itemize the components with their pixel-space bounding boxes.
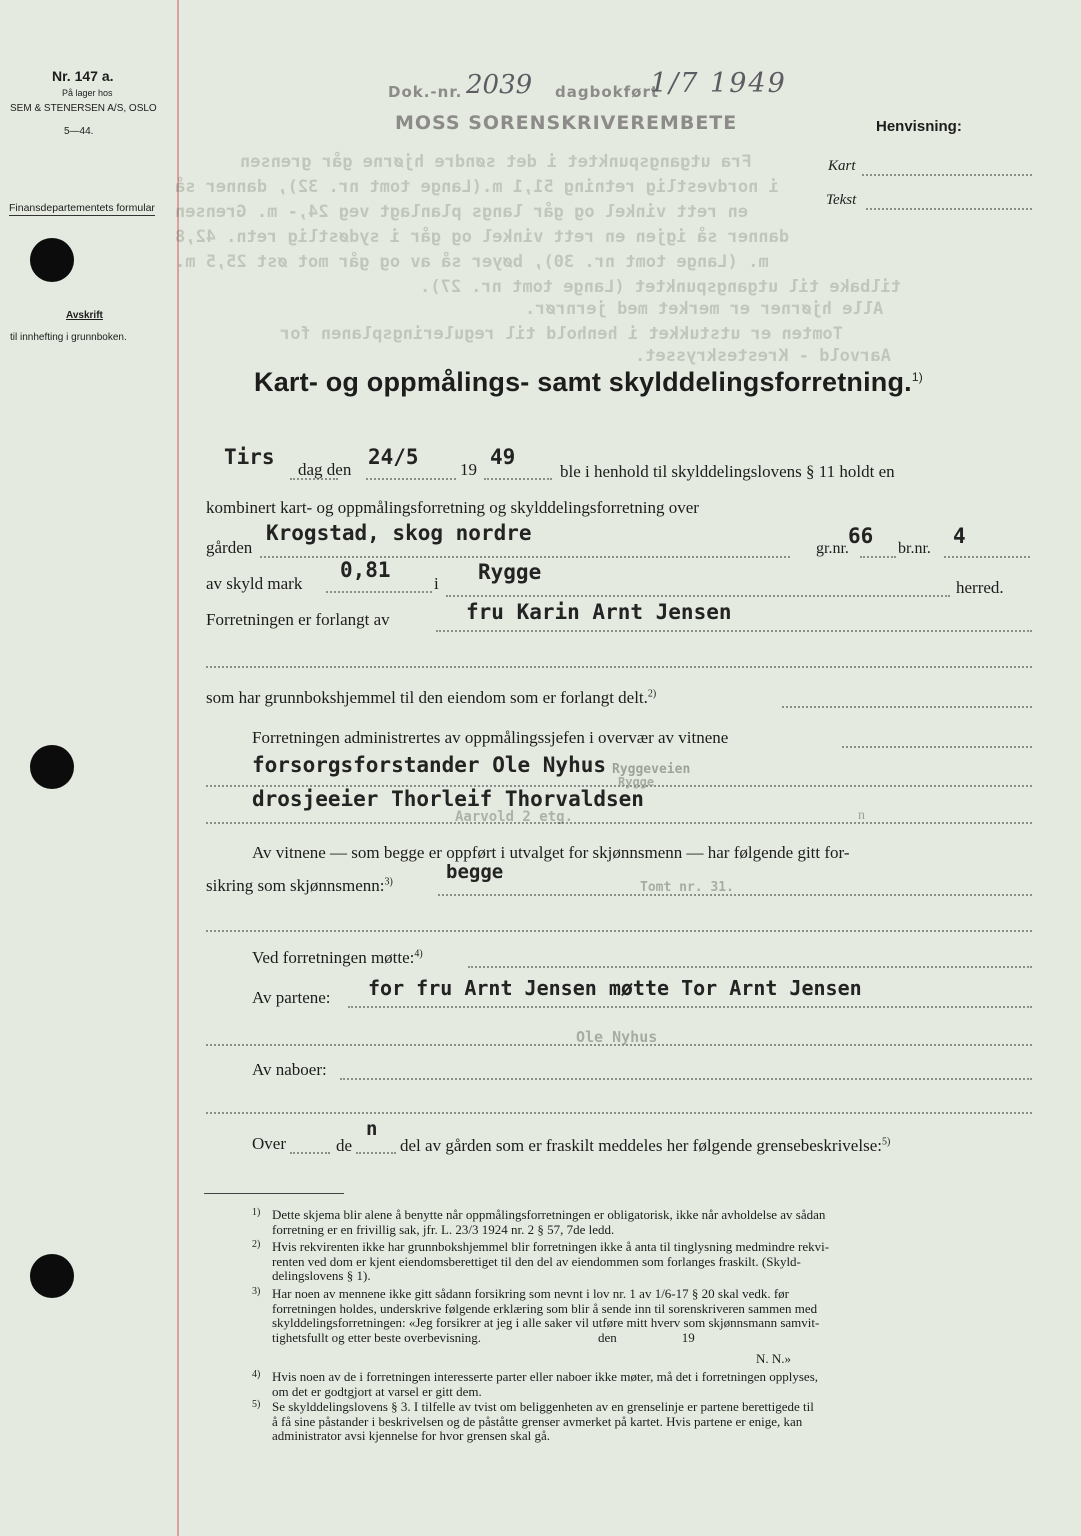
- fill-line: [468, 966, 1032, 968]
- bleed-through-line: m. (Lange tomt nr. 30), bøyer så av og går mot øst 25,5 m.: [175, 252, 769, 272]
- date-value: 24/5: [368, 445, 419, 469]
- reference-map-label: Kart: [828, 158, 856, 174]
- footnote-line: Dette skjema blir alene å benytte når oppmålingsforretningen er obligatorisk, ikke når avholdelse av sådan: [272, 1207, 826, 1222]
- reference-heading: Henvisning:: [876, 118, 962, 135]
- fill-line: [206, 1112, 1032, 1114]
- faint-mark: n: [858, 808, 865, 823]
- reference-text-label: Tekst: [826, 192, 857, 208]
- ministry-form: Finansdepartementets formular: [9, 202, 155, 214]
- brnr-label: br.nr.: [898, 540, 931, 557]
- requested-by-value: fru Karin Arnt Jensen: [466, 600, 732, 624]
- punch-hole: [30, 238, 74, 282]
- footnote-line: forretning er en frivillig sak, jfr. L. 23/3 1924 nr. 2 § 57, 7de ledd.: [272, 1221, 615, 1237]
- publisher-line2: SEM & STENERSEN A/S, OSLO: [10, 103, 157, 114]
- bleed-through-line: Alle hjørner er merket med jernrør.: [525, 299, 884, 319]
- admin-text: Forretningen administrertes av oppmålingssjefen i overvær av vitnene: [252, 728, 729, 747]
- title-holder-sentence: som har grunnbokshjemmel til den eiendom som er forlangt delt.: [206, 688, 648, 707]
- stamp-journal-date: 1/7 1949: [650, 68, 787, 99]
- footnote-number: 1): [252, 1207, 261, 1218]
- footnote-number: 3): [252, 1286, 261, 1297]
- fill-line: [348, 1006, 1032, 1008]
- fill-line: [782, 706, 1032, 708]
- over-label: Over: [252, 1134, 286, 1153]
- footnote-signature: N. N.»: [756, 1351, 792, 1366]
- footnote-line: Hvis noen av de i forretningen interesserte parter eller naboer ikke møter, må det i forretningen opplyses,: [272, 1369, 819, 1384]
- faint-witness-aside2: Rygge: [618, 775, 655, 789]
- assurance-value: begge: [446, 861, 504, 883]
- reference-text-line: [866, 208, 1032, 210]
- attended-label: [252, 948, 423, 968]
- intro-line2: kombinert kart- og oppmålingsforretning og skylddelingsforretning over: [206, 498, 699, 517]
- year-prefix: 19: [460, 460, 477, 479]
- bleed-through-line: Fra utgangspunktet i det søndre hjørne går grensen: [240, 152, 752, 172]
- form-date: 5—44.: [64, 126, 94, 137]
- de-label: de: [336, 1136, 353, 1155]
- year-value: 49: [490, 445, 516, 469]
- farm-value: Krogstad, skog nordre: [266, 521, 532, 545]
- assurance-line2: [206, 876, 393, 896]
- fill-line: [206, 1044, 1032, 1046]
- copy-label: Avskrift: [66, 310, 103, 321]
- stamp-office: MOSS SORENSKRIVEREMBETE: [395, 112, 738, 134]
- i-label: i: [434, 574, 439, 593]
- fill-line: [206, 822, 1032, 824]
- parties-label: Av partene:: [252, 988, 331, 1007]
- stamp-journal-label: dagbokført: [555, 83, 660, 101]
- fill-line: [438, 894, 1032, 896]
- weekday-value: Tirs: [224, 445, 275, 469]
- footnote-rule: [204, 1193, 344, 1194]
- footnote-line: tighetsfullt og etter beste overbevisning. den 19: [272, 1329, 695, 1345]
- faint-tomt-note: Tomt nr. 31.: [640, 880, 734, 895]
- skyld-label: av skyld mark: [206, 574, 303, 593]
- bleed-through-line: tilbake til utgangspunktet (Lange tomt nr. 27).: [420, 277, 902, 297]
- document-title-text: Kart- og oppmålings- samt skylddelingsforretning.: [254, 367, 912, 397]
- footnote-2: [272, 1240, 829, 1284]
- boundary-text-main: del av gården som er fraskilt meddeles her følgende grensebeskrivelse:: [400, 1136, 882, 1155]
- footnote-line: administrator avsi kjennelse for hvor grensen skal gå.: [272, 1428, 550, 1444]
- de-value: n: [366, 1118, 378, 1140]
- footnote-line: å få sine påstander i beskrivelsen og de påståtte grenser avmerket på kartet. Hvis partene er enige, kan: [272, 1413, 803, 1429]
- footnote-5: [272, 1400, 814, 1444]
- faint-near-naboer: Ole Nyhus: [576, 1028, 658, 1046]
- herred-label: herred.: [956, 578, 1004, 597]
- footnote-line: Har noen av mennene ikke gitt sådann forsikring som nevnt i lov nr. 1 av 1/6-17 § 20 skal vedk. før: [272, 1286, 790, 1301]
- footnote-number: 5): [252, 1399, 261, 1410]
- document-title: [254, 367, 923, 398]
- fill-line: [366, 478, 456, 480]
- footnote-line: delingslovens § 1).: [272, 1268, 371, 1284]
- assurance-line1: Av vitnene — som begge er oppført i utvalget for skjønnsmenn — har følgende gitt for-: [252, 843, 850, 862]
- witness-2-value: drosjeeier Thorleif Thorvaldsen: [252, 787, 644, 811]
- requested-label: Forretningen er forlangt av: [206, 610, 390, 629]
- fill-line: [326, 591, 432, 593]
- fill-line: [842, 746, 1032, 748]
- fill-line: [340, 1078, 1032, 1080]
- title-note: 1): [911, 370, 923, 384]
- skyld-value: 0,81: [340, 558, 391, 582]
- fill-line: [484, 478, 552, 480]
- title-holder-text: [206, 688, 656, 708]
- assurance-line2-text: sikring som skjønnsmenn:: [206, 876, 385, 895]
- footnote-line: renten ved dom er kjent eiendomsberettiget til den del av eiendommen som forlanges fraskilt. (Skyld-: [272, 1253, 801, 1269]
- bleed-through-line: Aarvold - Kresteskrysset.: [635, 346, 891, 366]
- punch-hole: [30, 745, 74, 789]
- footnote-3: [272, 1287, 819, 1345]
- bleed-through-line: i nordvestlig retning 51,1 m.(Lange tomt nr. 32), danner så: [175, 177, 779, 197]
- grnr-label: gr.nr.: [816, 540, 849, 557]
- fill-line: [206, 930, 1032, 932]
- form-number: Nr. 147 a.: [52, 68, 114, 84]
- reference-map-line: [862, 174, 1032, 176]
- footnote-4: [272, 1370, 818, 1399]
- footnote-number: 2): [252, 1239, 261, 1250]
- grnr-value: 66: [848, 524, 874, 548]
- bleed-through-line: en rett vinkel og går langs planlagt veg 24,- m. Grensen: [175, 202, 749, 222]
- brnr-value: 4: [953, 524, 966, 548]
- assurance-note: 3): [384, 876, 393, 888]
- neighbours-label: Av naboer:: [252, 1060, 327, 1079]
- farm-label: gården: [206, 538, 253, 557]
- footnote-line: Hvis rekvirenten ikke har grunnbokshjemmel blir forretningen ikke å anta til tinglysning medmindre rekvi-: [272, 1239, 830, 1254]
- footnote-line: skylddelingsforretningen: «Jeg forsikrer at jeg i alle saker vil utføre mitt hverv som skjønnsmann samvit-: [272, 1315, 820, 1331]
- witness-1-value: forsorgsforstander Ole Nyhus: [252, 753, 607, 777]
- attended-note: 4): [414, 948, 423, 960]
- boundary-note: 5): [881, 1136, 891, 1148]
- footnote-number: 4): [252, 1369, 261, 1380]
- footnote-1: [272, 1208, 825, 1237]
- bleed-through-line: danner så igjen en rett vinkel og går i sydøstlig retn. 42,8: [175, 227, 790, 247]
- attended-label-text: Ved forretningen møtte:: [252, 948, 415, 967]
- fill-line: [436, 630, 1032, 632]
- copy-note: til innhefting i grunnboken.: [10, 332, 127, 343]
- faint-between-witness: Aarvold 2 etg.: [455, 809, 574, 825]
- faint-witness-aside: Ryggeveien: [612, 762, 691, 777]
- fill-line: [944, 556, 1030, 558]
- intro-rest: ble i henhold til skylddelingslovens § 11 holdt en: [560, 462, 895, 481]
- publisher-line1: På lager hos: [62, 88, 113, 98]
- fill-line: [356, 1152, 396, 1154]
- day-label: dag den: [298, 460, 352, 479]
- parties-value: for fru Arnt Jensen møtte Tor Arnt Jensen: [368, 976, 862, 1000]
- stamp-doc-label: Dok.-nr.: [388, 83, 463, 101]
- fill-line: [206, 666, 1032, 668]
- herred-value: Rygge: [478, 560, 542, 584]
- stamp-doc-number: 2039: [466, 70, 533, 100]
- footnote-line: Se skylddelingslovens § 3. I tilfelle av tvist om beliggenheten av en grenselinje er partene berettigede til: [272, 1399, 814, 1414]
- footnote-line: om det er godtgjort at varsel er gitt dem.: [272, 1383, 482, 1399]
- bleed-through-line: Tomten er utstukket i henhold til reguleringsplanen for: [280, 324, 843, 344]
- fill-line: [290, 1152, 330, 1154]
- fill-line: [860, 556, 896, 558]
- fill-line: [446, 595, 950, 597]
- boundary-text: [400, 1136, 890, 1156]
- title-holder-note: 2): [647, 688, 657, 700]
- punch-hole: [30, 1254, 74, 1298]
- footnote-line: forretningen holdes, underskrive følgende erklæring som blir å sende inn til sorenskriveren sammen med: [272, 1300, 818, 1316]
